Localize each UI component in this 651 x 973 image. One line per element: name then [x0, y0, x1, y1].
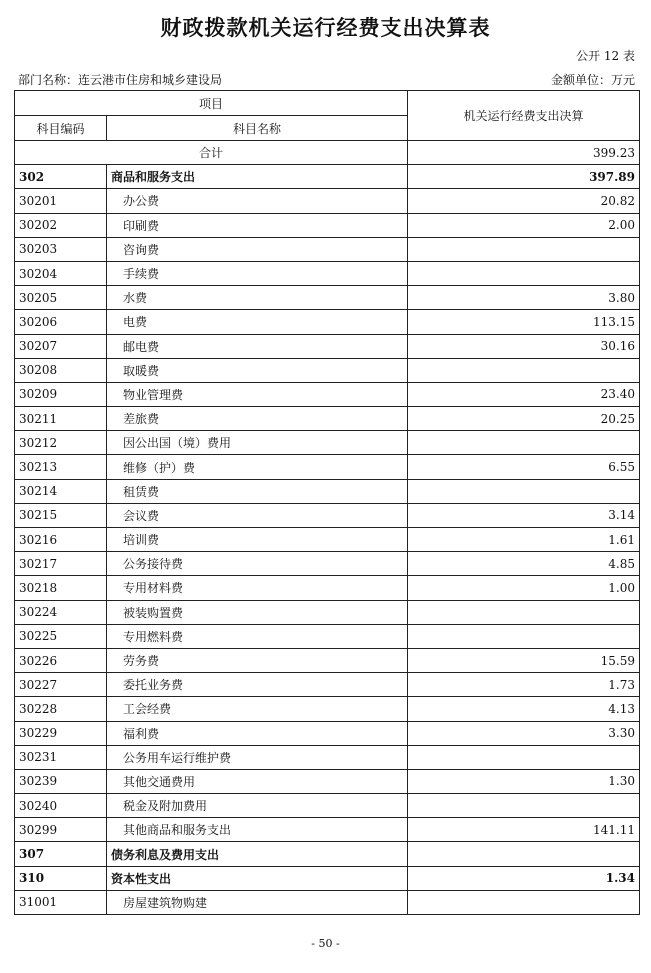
table-row — [15, 673, 640, 697]
row-value: 23.40 — [407, 382, 639, 406]
row-code: 30209 — [15, 382, 107, 406]
expenditure-table — [14, 90, 640, 915]
row-value: 4.85 — [407, 552, 639, 576]
row-name: 差旅费 — [106, 407, 407, 431]
row-value: 1.30 — [407, 769, 639, 793]
row-code: 30226 — [15, 648, 107, 672]
row-value — [407, 745, 639, 769]
row-code: 30202 — [15, 213, 107, 237]
row-value — [407, 890, 639, 914]
row-code: 307 — [15, 842, 107, 866]
row-code: 30204 — [15, 261, 107, 285]
row-name: 其他商品和服务支出 — [106, 818, 407, 842]
row-code: 30216 — [15, 528, 107, 552]
row-code: 30227 — [15, 673, 107, 697]
row-value — [407, 794, 639, 818]
table-row — [15, 334, 640, 358]
row-value — [407, 842, 639, 866]
row-code: 30203 — [15, 237, 107, 261]
header-row-project — [15, 91, 640, 116]
row-code: 30213 — [15, 455, 107, 479]
table-row — [15, 648, 640, 672]
row-code: 30239 — [15, 769, 107, 793]
row-value: 30.16 — [407, 334, 639, 358]
row-code: 30231 — [15, 745, 107, 769]
row-name: 资本性支出 — [106, 866, 407, 890]
row-name: 工会经费 — [106, 697, 407, 721]
row-name: 税金及附加费用 — [106, 794, 407, 818]
table-row — [15, 310, 640, 334]
table-row — [15, 407, 640, 431]
table-row — [15, 552, 640, 576]
row-name: 咨询费 — [106, 237, 407, 261]
row-code: 30228 — [15, 697, 107, 721]
row-code: 30225 — [15, 624, 107, 648]
row-value: 141.11 — [407, 818, 639, 842]
row-name: 福利费 — [106, 721, 407, 745]
table-row — [15, 866, 640, 890]
row-value — [407, 237, 639, 261]
header-code: 科目编码 — [15, 116, 107, 141]
row-name: 手续费 — [106, 261, 407, 285]
table-row — [15, 358, 640, 382]
row-value — [407, 261, 639, 285]
row-name: 维修（护）费 — [106, 455, 407, 479]
table-row — [15, 769, 640, 793]
row-code: 30218 — [15, 576, 107, 600]
row-code: 30240 — [15, 794, 107, 818]
total-row — [15, 141, 640, 165]
row-name: 公务用车运行维护费 — [106, 745, 407, 769]
row-value: 15.59 — [407, 648, 639, 672]
row-name: 邮电费 — [106, 334, 407, 358]
row-value — [407, 600, 639, 624]
row-value: 2.00 — [407, 213, 639, 237]
row-code: 30211 — [15, 407, 107, 431]
table-row — [15, 189, 640, 213]
row-name: 商品和服务支出 — [106, 165, 407, 189]
row-name: 电费 — [106, 310, 407, 334]
table-row — [15, 431, 640, 455]
row-name: 债务利息及费用支出 — [106, 842, 407, 866]
table-row — [15, 842, 640, 866]
row-name: 委托业务费 — [106, 673, 407, 697]
total-label: 合计 — [15, 141, 408, 165]
row-name: 印刷费 — [106, 213, 407, 237]
row-name: 因公出国（境）费用 — [106, 431, 407, 455]
row-value — [407, 431, 639, 455]
row-name: 房屋建筑物购建 — [106, 890, 407, 914]
row-code: 30215 — [15, 503, 107, 527]
row-value — [407, 479, 639, 503]
row-value: 1.73 — [407, 673, 639, 697]
row-name: 办公费 — [106, 189, 407, 213]
row-code: 30201 — [15, 189, 107, 213]
row-name: 公务接待费 — [106, 552, 407, 576]
row-name: 水费 — [106, 286, 407, 310]
table-row — [15, 624, 640, 648]
page-title: 财政拨款机关运行经费支出决算表 — [160, 15, 491, 40]
table-row — [15, 721, 640, 745]
row-code: 30224 — [15, 600, 107, 624]
row-value: 3.30 — [407, 721, 639, 745]
table-row — [15, 890, 640, 914]
row-code: 310 — [15, 866, 107, 890]
table-row — [15, 794, 640, 818]
row-name: 租赁费 — [106, 479, 407, 503]
row-name: 其他交通费用 — [106, 769, 407, 793]
row-value: 20.82 — [407, 189, 639, 213]
row-value: 3.14 — [407, 503, 639, 527]
table-row — [15, 697, 640, 721]
total-value: 399.23 — [407, 141, 639, 165]
table-row — [15, 479, 640, 503]
row-code: 30205 — [15, 286, 107, 310]
row-value: 4.13 — [407, 697, 639, 721]
table-row — [15, 213, 640, 237]
row-code: 30207 — [15, 334, 107, 358]
row-code: 30229 — [15, 721, 107, 745]
table-row — [15, 382, 640, 406]
row-value: 113.15 — [407, 310, 639, 334]
row-value: 6.55 — [407, 455, 639, 479]
row-name: 专用燃料费 — [106, 624, 407, 648]
row-name: 劳务费 — [106, 648, 407, 672]
table-row — [15, 286, 640, 310]
table-row — [15, 455, 640, 479]
row-name: 物业管理费 — [106, 382, 407, 406]
row-name: 被装购置费 — [106, 600, 407, 624]
row-code: 31001 — [15, 890, 107, 914]
row-value — [407, 624, 639, 648]
row-code: 30212 — [15, 431, 107, 455]
table-row — [15, 503, 640, 527]
table-row — [15, 576, 640, 600]
header-name: 科目名称 — [106, 116, 407, 141]
row-name: 培训费 — [106, 528, 407, 552]
row-code: 30214 — [15, 479, 107, 503]
table-number: 公开 12 表 — [576, 49, 635, 63]
row-code: 30217 — [15, 552, 107, 576]
row-name: 专用材料费 — [106, 576, 407, 600]
row-value: 1.34 — [407, 866, 639, 890]
amount-unit: 金额单位：万元 — [550, 73, 635, 87]
row-value: 20.25 — [407, 407, 639, 431]
row-code: 30206 — [15, 310, 107, 334]
department-name: 部门名称：连云港市住房和城乡建设局 — [18, 73, 223, 87]
table-row — [15, 165, 640, 189]
row-code: 30299 — [15, 818, 107, 842]
row-value: 3.80 — [407, 286, 639, 310]
row-value: 1.00 — [407, 576, 639, 600]
table-row — [15, 528, 640, 552]
row-value: 397.89 — [407, 165, 639, 189]
row-name: 会议费 — [106, 503, 407, 527]
header-value: 机关运行经费支出决算 — [407, 91, 639, 141]
table-row — [15, 745, 640, 769]
row-name: 取暖费 — [106, 358, 407, 382]
row-value: 1.61 — [407, 528, 639, 552]
row-code: 302 — [15, 165, 107, 189]
table-row — [15, 600, 640, 624]
row-value — [407, 358, 639, 382]
header-project: 项目 — [15, 91, 408, 116]
table-row — [15, 237, 640, 261]
table-row — [15, 261, 640, 285]
row-code: 30208 — [15, 358, 107, 382]
table-row — [15, 818, 640, 842]
page-number: - 50 - — [311, 937, 340, 950]
